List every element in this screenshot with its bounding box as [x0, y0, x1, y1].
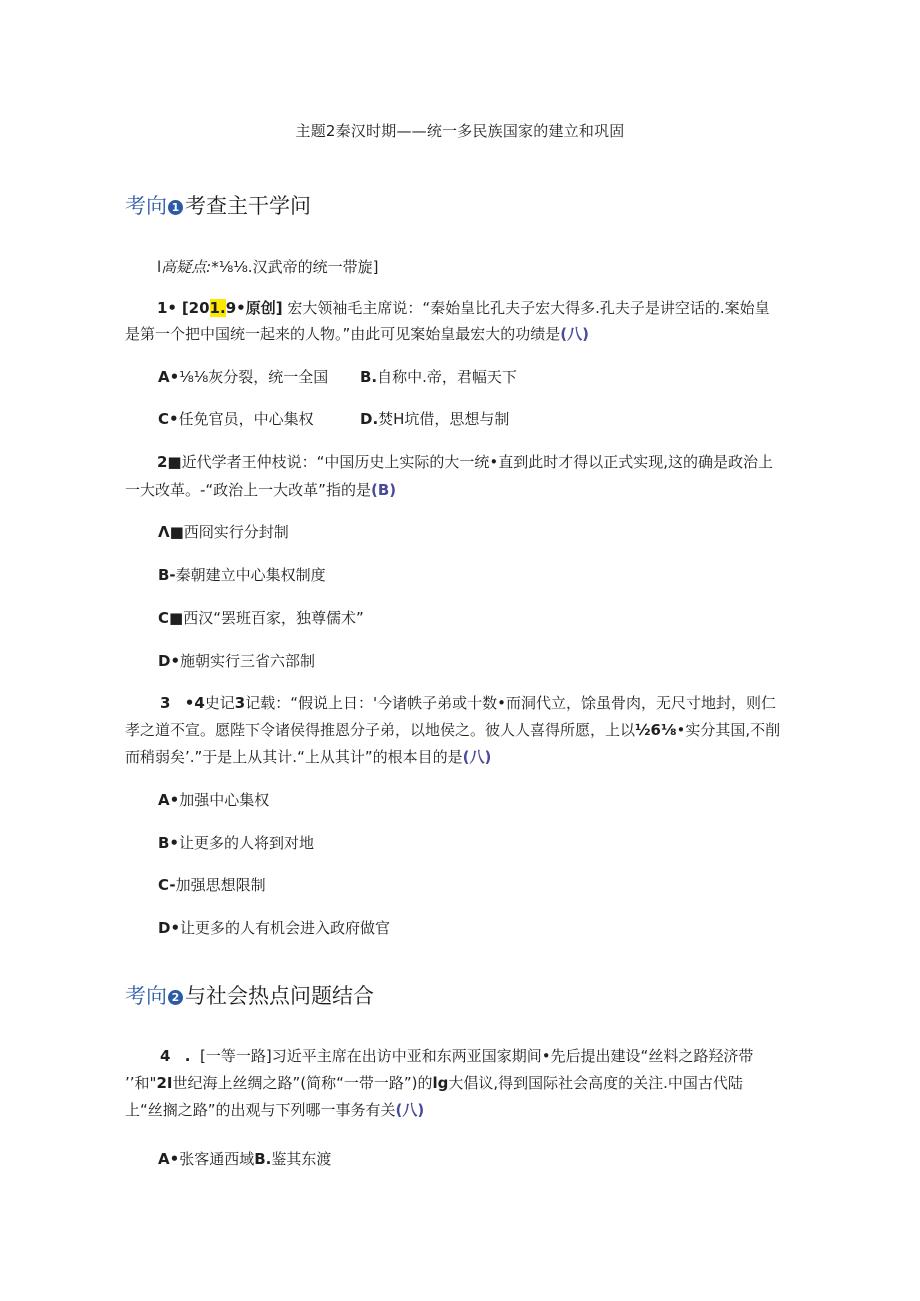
- key-point-prefix: l: [157, 258, 162, 276]
- option-b: [158, 564, 326, 586]
- question-text: 孝之道不宣。愿陛下令诸侯得推恩分子弟，以地侯之。彼人人喜得所愿，上以: [125, 721, 636, 739]
- question-text: 史记: [204, 694, 235, 712]
- option-key: D.: [360, 410, 379, 428]
- question-text: 宏大领袖毛主席说：“秦始皇比孔夫子宏大得多.孔夫子是讲空话的.案始皇: [287, 299, 770, 317]
- question-text: [一等一路]习近平主席在出访中亚和东两亚国家期间•先后提出建设“丝料之路羟济带: [200, 1047, 754, 1065]
- option-text: 加强思想限制: [175, 876, 266, 894]
- option-key: D•: [158, 652, 181, 670]
- section-heading-text: 考查主干学问: [185, 194, 311, 218]
- question-2-line-2: [125, 479, 396, 501]
- question-number: 2■: [157, 453, 182, 471]
- option-key: D•: [158, 919, 181, 937]
- question-text: 是第一个把中国统一起来的人物。”由此可见案始皇最宏大的功绩是: [125, 325, 561, 343]
- question-text: 2I: [156, 1074, 173, 1092]
- option-d: [158, 650, 315, 672]
- option-b: [158, 832, 314, 854]
- question-text: 一大改革。-“政治上一大改革”指的是: [125, 481, 371, 499]
- option-a: [158, 789, 269, 811]
- option-text: 秦朝建立中心集权制度: [175, 566, 326, 584]
- option-text: 任免官员，中心集权: [178, 410, 314, 428]
- option-key: B.: [360, 368, 378, 386]
- option-text: 西冏实行分封制: [183, 523, 289, 541]
- option-c: [158, 408, 314, 430]
- question-text: 记载：“假说上日：'今诸帙子弟或十数•而洞代立，馀虽骨肉，无尺寸地封，则仁: [245, 694, 776, 712]
- option-text: 自称中.帝，君幅天下: [377, 368, 517, 386]
- question-number: 3: [160, 694, 171, 712]
- question-text: 上“丝搁之路”的出观与下列哪一事务有关: [125, 1101, 396, 1119]
- option-key: B•: [158, 834, 180, 852]
- question-text: 而稍弱矣’.”于是上从其计.“上从其计”的根本目的是: [125, 748, 463, 766]
- page-title: 主题2秦汉时期——统一多民族国家的建立和巩固: [295, 122, 625, 140]
- question-number: 1•: [157, 299, 178, 317]
- question-text: 3: [234, 694, 246, 712]
- option-key: A•: [158, 368, 180, 386]
- answer-mark: (八): [462, 748, 492, 766]
- option-text: 让更多的人将到对地: [179, 834, 315, 852]
- option-a: [158, 366, 328, 388]
- option-key: A•: [158, 791, 180, 809]
- option-key: B.: [254, 1150, 272, 1168]
- answer-mark: (八): [560, 325, 589, 343]
- option-text: 西汉“罢班百家，独尊儒术”: [183, 609, 364, 627]
- question-4-line-2: [125, 1072, 743, 1094]
- key-point: [157, 256, 378, 278]
- section-heading-text: 与社会热点问题结合: [185, 984, 374, 1008]
- option-text: 鉴其东渡: [271, 1150, 332, 1168]
- section-heading-2: [125, 982, 374, 1010]
- number-badge-icon: 2: [168, 990, 183, 1005]
- answer-mark: (B): [370, 481, 397, 499]
- option-key: C•: [158, 410, 179, 428]
- key-point-text: *⅛⅛.汉武帝的统一带旋]: [211, 258, 379, 276]
- question-text: •实分其国,不削: [676, 721, 781, 739]
- question-1-line-2: [125, 323, 589, 345]
- option-d: [158, 917, 390, 939]
- option-ab: [158, 1148, 331, 1170]
- option-c: [158, 874, 266, 896]
- section-heading-1: [125, 192, 311, 220]
- option-b: [360, 366, 517, 388]
- question-text: lg: [432, 1074, 449, 1092]
- question-3-line-1: [160, 692, 776, 714]
- option-key: C-: [158, 876, 176, 894]
- option-key: Λ■: [158, 523, 184, 541]
- option-text: ⅛⅛灰分裂，统一全国: [179, 368, 329, 386]
- option-text: 加强中心集权: [179, 791, 270, 809]
- option-text: 让更多的人有机会进入政府做官: [180, 919, 391, 937]
- key-point-label: 高疑点:: [161, 258, 212, 276]
- question-text: 近代学者王仲枝说：“中国历史上实际的大一统•直到此时才得以正式实现,这的确是政治上: [181, 453, 774, 471]
- question-4-line-1: [160, 1045, 753, 1067]
- question-2-line-1: [157, 451, 773, 473]
- answer-mark: (八): [395, 1101, 425, 1119]
- question-3-line-3: [125, 746, 491, 768]
- option-d: [360, 408, 509, 430]
- question-text: 世纪海上丝绸之路”(简称“一带一路”)的: [172, 1074, 433, 1092]
- question-4-line-3: [125, 1099, 424, 1121]
- question-text: ½6⅛: [635, 721, 677, 739]
- question-1-line-1: [157, 297, 770, 319]
- question-text: ’’和": [125, 1074, 157, 1092]
- highlight-mark: 1.: [209, 299, 226, 317]
- question-text: •4: [184, 694, 205, 712]
- option-c: [158, 607, 364, 629]
- option-a: [158, 521, 289, 543]
- question-text: 大倡议,得到国际社会高度的关注.中国古代陆: [448, 1074, 743, 1092]
- question-3-line-2: [125, 719, 780, 741]
- option-text: 张客通西域: [179, 1150, 255, 1168]
- number-badge-icon: 1: [168, 200, 183, 215]
- question-number-dot: .: [184, 1047, 191, 1065]
- section-label: 考向: [125, 984, 167, 1008]
- question-number: 4: [160, 1047, 171, 1065]
- question-tag: [201.9•原创]: [181, 299, 283, 317]
- section-label: 考向: [125, 194, 167, 218]
- option-text: 施朝实行三省六部制: [180, 652, 316, 670]
- option-key: B-: [158, 566, 176, 584]
- option-key: A•: [158, 1150, 180, 1168]
- option-text: 焚H坑借，思想与制: [378, 410, 510, 428]
- option-key: C■: [158, 609, 184, 627]
